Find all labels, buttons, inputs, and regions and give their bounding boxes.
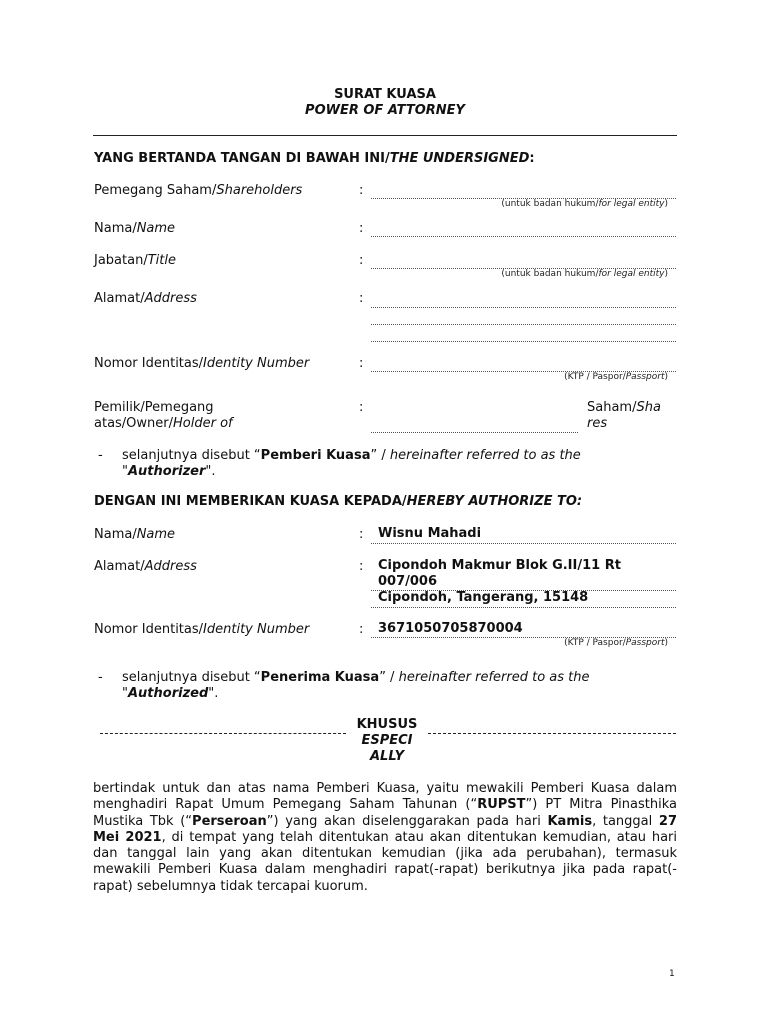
authorized-identity-label — [94, 622, 309, 637]
note-en: for legal entity — [598, 199, 665, 209]
colon: : — [359, 559, 364, 574]
list-dash: - — [98, 670, 103, 685]
shares-label-line-1 — [587, 400, 661, 416]
document-subtitle: POWER OF ATTORNEY — [305, 103, 465, 118]
legal-entity-note — [501, 269, 668, 279]
ktp-passport-note — [564, 638, 668, 648]
label-id: Nama/ — [94, 221, 137, 236]
authorized-definition — [122, 670, 642, 702]
body-text: bertindak untuk dan atas nama Pemberi Kuasa, yaitu mewakili Pemberi Kuasa dalam menghadiri Rapat Umum Pemegang Saham Tahunan (“ — [93, 781, 677, 813]
list-dash: - — [98, 448, 103, 463]
note-id: (untuk badan hukum/ — [501, 199, 599, 209]
name-label — [94, 221, 175, 236]
address-field-line-3[interactable] — [371, 341, 676, 342]
text: ". — [205, 464, 216, 479]
section-authorize-heading — [94, 494, 582, 509]
note-id: (untuk badan hukum/ — [501, 269, 599, 279]
text: " — [122, 686, 128, 701]
authorization-body-paragraph — [93, 781, 677, 895]
colon: : — [359, 400, 364, 415]
text: ” / — [379, 670, 399, 685]
ktp-passport-note — [564, 372, 668, 382]
note-id: (KTP / Paspor/ — [564, 372, 626, 382]
heading-en-text: THE UNDERSIGNED — [389, 151, 530, 166]
heading-end-text: : — [529, 151, 535, 166]
body-text: , di tempat yang telah ditentukan atau akan ditentukan kemudian, atau hari dan tanggal lain yang akan ditentukan kemudian (jika ada perubahan), termasuk mewakili Pemberi Kuasa dalam menghadiri rapat(-rapat) berikutnya jika pada rapat(-rapat) sebelumnya tidak tercapai kuorum. — [93, 829, 677, 894]
body-bold-perseroan: Perseroan — [192, 813, 267, 829]
bold-italic-text: Authorizer — [127, 464, 206, 479]
special-ally: ALLY — [369, 749, 405, 764]
body-bold-date: 27 Mei 2021 — [93, 813, 677, 845]
authorized-name-label — [94, 527, 175, 542]
text: ” / — [370, 448, 390, 463]
colon: : — [359, 221, 364, 236]
owner-label-line-1: Pemilik/Pemegang — [94, 400, 214, 415]
label-en: Title — [147, 253, 176, 268]
colon: : — [359, 183, 364, 198]
colon: : — [359, 622, 364, 637]
legal-entity-note — [501, 199, 668, 209]
colon: : — [359, 253, 364, 268]
label-en: Sha — [636, 400, 661, 415]
divider-right — [428, 733, 676, 734]
name-field[interactable] — [371, 236, 676, 237]
colon: : — [359, 356, 364, 371]
text: selanjutnya disebut “ — [122, 670, 261, 685]
bold-text: Pemberi Kuasa — [260, 448, 371, 463]
shares-quantity-field[interactable] — [371, 432, 578, 433]
authorized-name-value: Wisnu Mahadi — [378, 526, 482, 541]
divider-left — [100, 733, 346, 734]
shareholders-label — [94, 183, 302, 198]
bold-italic-text: Authorized — [127, 686, 209, 701]
special-heading — [346, 717, 428, 765]
address-label — [94, 291, 197, 306]
note-end: ) — [664, 269, 668, 279]
owner-holder-label — [94, 400, 233, 432]
page-number: 1 — [669, 969, 675, 979]
label-id: Nomor Identitas/ — [94, 622, 204, 637]
text: ". — [208, 686, 219, 701]
label-id: Nama/ — [94, 527, 137, 542]
label-en: Shareholders — [216, 183, 303, 198]
body-text: ”) yang akan diselenggarakan pada hari — [266, 813, 548, 829]
authorized-address-line-2: 007/006 — [378, 574, 438, 589]
document-title: SURAT KUASA — [334, 87, 436, 102]
body-bold-day: Kamis — [547, 813, 593, 829]
address-field-line-2[interactable] — [371, 324, 676, 325]
heading-en-text: HEREBY AUTHORIZE TO: — [406, 494, 583, 509]
note-end: ) — [664, 638, 668, 648]
authorized-address-label — [94, 559, 197, 574]
label-en: Identity Number — [203, 356, 310, 371]
shares-label-line-2: res — [587, 416, 608, 431]
note-end: ) — [664, 372, 668, 382]
colon: : — [359, 291, 364, 306]
label-en: Holder of — [173, 416, 233, 431]
heading-id-text: DENGAN INI MEMBERIKAN KUASA KEPADA/ — [94, 494, 407, 509]
label-id: Saham/ — [587, 400, 637, 415]
colon: : — [359, 527, 364, 542]
address-dotted-line — [371, 607, 676, 608]
authorized-identity-value: 3671050705870004 — [378, 621, 523, 636]
text: selanjutnya disebut “ — [122, 448, 261, 463]
label-id: atas/Owner/ — [94, 416, 174, 431]
label-en: Name — [136, 527, 176, 542]
bold-text: Penerima Kuasa — [260, 670, 380, 685]
label-id: Pemegang Saham/ — [94, 183, 217, 198]
note-en: Passport — [625, 638, 665, 648]
special-khusus: KHUSUS — [356, 717, 418, 732]
label-id: Jabatan/ — [94, 253, 148, 268]
label-id: Nomor Identitas/ — [94, 356, 204, 371]
label-id: Alamat/ — [94, 559, 145, 574]
special-especi: ESPECI — [361, 733, 413, 748]
owner-label-line-2 — [94, 416, 233, 432]
section-undersigned-heading — [94, 151, 535, 166]
authorized-name-field — [371, 543, 676, 544]
note-en: for legal entity — [598, 269, 665, 279]
identity-number-label — [94, 356, 309, 371]
authorized-address-line-3: Cipondoh, Tangerang, 15148 — [378, 590, 589, 605]
title-label — [94, 253, 176, 268]
label-en: Identity Number — [203, 622, 310, 637]
label-en: Name — [136, 221, 176, 236]
label-en: Address — [144, 291, 197, 306]
shares-label — [587, 400, 661, 432]
note-end: ) — [664, 199, 668, 209]
text: " — [122, 464, 128, 479]
label-id: Alamat/ — [94, 291, 145, 306]
header-rule — [93, 135, 677, 136]
italic-text: hereinafter referred to as the — [389, 448, 581, 463]
body-bold-rupst: RUPST — [477, 797, 526, 813]
note-id: (KTP / Paspor/ — [564, 638, 626, 648]
label-en: Address — [144, 559, 197, 574]
authorized-address-line-1: Cipondoh Makmur Blok G.II/11 Rt — [378, 558, 621, 573]
note-en: Passport — [625, 372, 665, 382]
body-text: , tanggal — [592, 813, 659, 829]
italic-text: hereinafter referred to as the — [398, 670, 590, 685]
body-text: ”) PT Mitra Pinasthika Mustika Tbk (“ — [93, 797, 677, 829]
heading-id-text: YANG BERTANDA TANGAN DI BAWAH INI/ — [94, 151, 390, 166]
authorizer-definition — [122, 448, 642, 480]
address-field-line-1[interactable] — [371, 307, 676, 308]
